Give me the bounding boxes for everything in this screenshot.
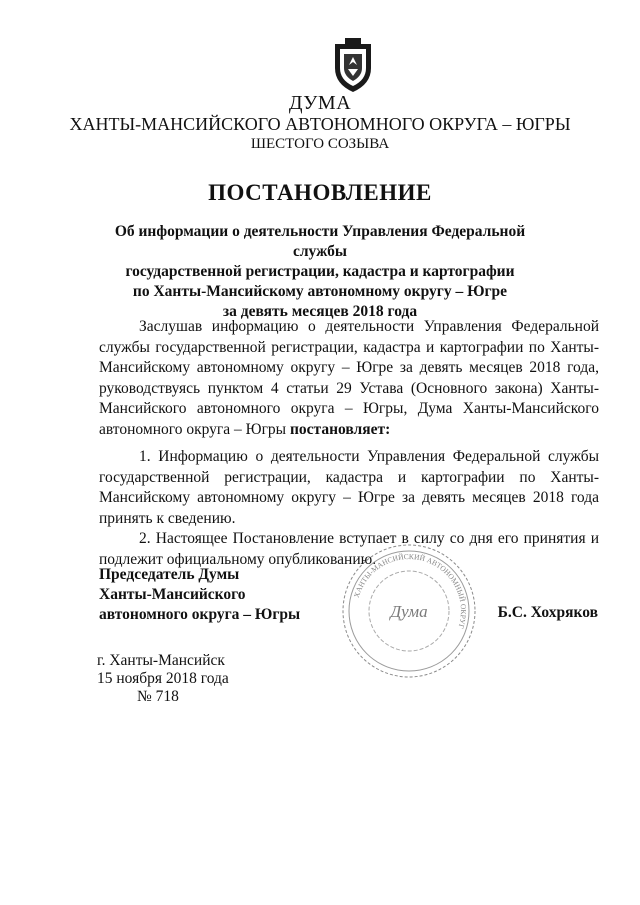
- preamble-text: Заслушав информацию о деятельности Управления Федеральной службы государственной регистрации, кадастра и картографии по Ханты-Мансийскому автономному округу – Югре за девять месяцев 2018 года, руководствуясь пунктом 4 статьи 29 Устава (Основного закона) Ханты-Мансийского автономного округа – Югры, Дума Ханты-Мансийского автономного округа – Югры: [99, 318, 599, 438]
- date: 15 ноября 2018 года: [97, 670, 229, 687]
- seal-center-text: Дума: [390, 602, 428, 621]
- title-line: за девять месяцев 2018 года: [222, 303, 418, 320]
- chairman-line: Ханты-Мансийского: [99, 586, 246, 603]
- okrug-heading: ХАНТЫ-МАНСИЙСКОГО АВТОНОМНОГО ОКРУГА – ЮГРЫ: [69, 114, 571, 134]
- chairman-title: [99, 565, 339, 625]
- signer-name: Б.С. Хохряков: [497, 604, 598, 621]
- coat-of-arms-icon: [331, 38, 375, 94]
- document-type: ПОСТАНОВЛЕНИЕ: [208, 180, 432, 205]
- place-date-block: [97, 652, 297, 706]
- title-line: Об информации о деятельности Управления Федеральной службы: [114, 223, 526, 260]
- title-line: государственной регистрации, кадастра и картографии: [125, 263, 515, 280]
- duma-heading: ДУМА: [288, 92, 352, 114]
- chairman-line: Председатель Думы: [99, 566, 240, 583]
- resolves-word: постановляет:: [289, 420, 391, 438]
- place: г. Ханты-Мансийск: [97, 652, 225, 669]
- document-number: № 718: [137, 688, 179, 705]
- chairman-line: автономного округа – Югры: [99, 606, 301, 623]
- seal-ring-text: ХАНТЫ-МАНСИЙСКИЙ АВТОНОМНЫЙ ОКРУГ: [351, 551, 469, 630]
- preamble-paragraph: [99, 317, 599, 440]
- sozyv-heading: ШЕСТОГО СОЗЫВА: [250, 136, 390, 152]
- title-line: по Ханты-Мансийскому автономному округу – Югре: [132, 283, 508, 300]
- official-seal-icon: [340, 542, 478, 680]
- document-title: [100, 222, 540, 322]
- resolution-item: 2. Настоящее Постановление вступает в силу со дня его принятия и подлежит официальному опубликованию.: [99, 530, 599, 568]
- resolution-item: 1. Информацию о деятельности Управления Федеральной службы государственной регистрации, кадастра и картографии по Ханты-Мансийскому автономному округу – Югре за девять месяцев 2018 года принять к сведению.: [99, 448, 599, 527]
